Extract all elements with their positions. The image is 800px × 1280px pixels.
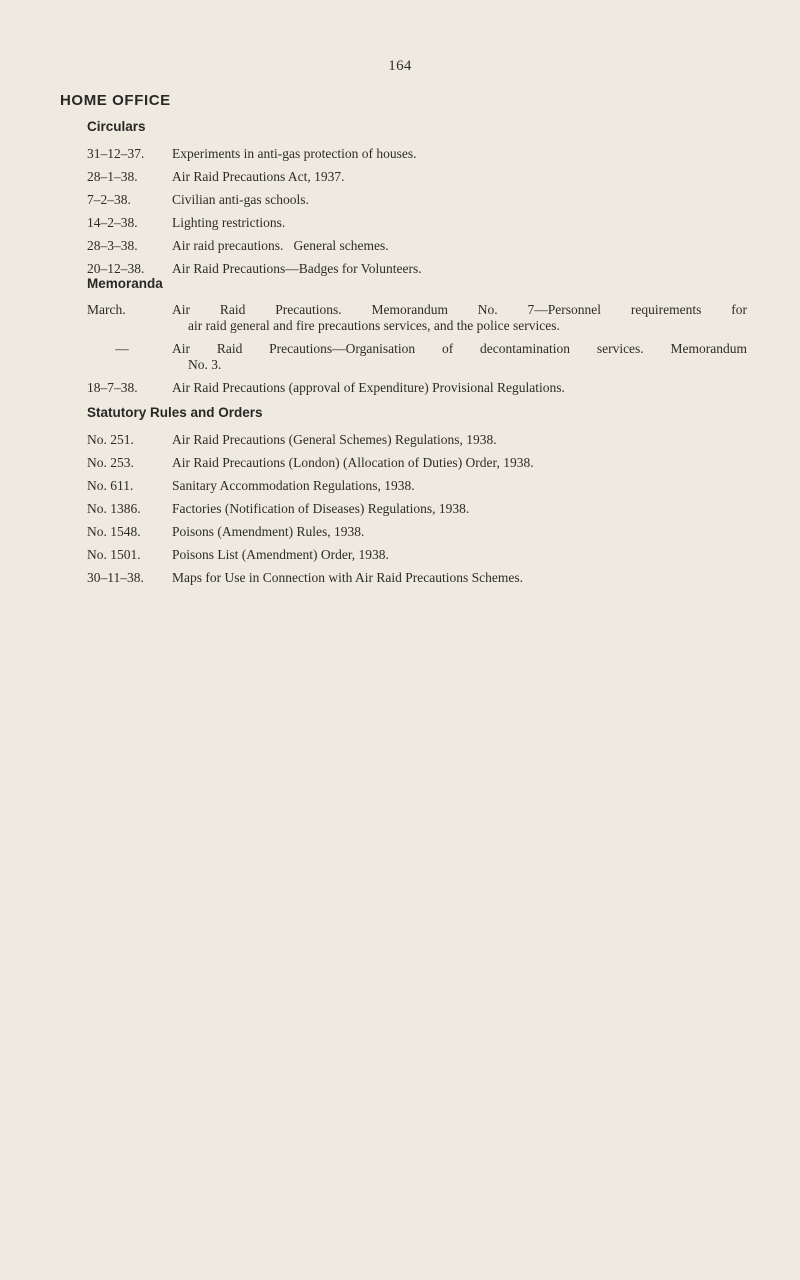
item-date: 7–2–38. bbox=[87, 192, 131, 207]
item-date: 31–12–37. bbox=[87, 146, 145, 161]
item-date: 28–1–38. bbox=[87, 169, 138, 184]
department-heading: HOME OFFICE bbox=[60, 92, 171, 109]
item-text bbox=[172, 341, 747, 373]
item-text bbox=[172, 302, 747, 334]
item-text: Factories (Notification of Diseases) Regulations, 1938. bbox=[172, 501, 470, 516]
item-text: Civilian anti-gas schools. bbox=[172, 192, 309, 207]
item-text: Air Raid Precautions (London) (Allocation of Duties) Order, 1938. bbox=[172, 455, 534, 470]
item-date: March. bbox=[87, 302, 126, 317]
item-date: — bbox=[115, 341, 129, 356]
item-text: Poisons (Amendment) Rules, 1938. bbox=[172, 524, 365, 539]
item-text: Poisons List (Amendment) Order, 1938. bbox=[172, 547, 389, 562]
memoranda-heading: Memoranda bbox=[87, 276, 163, 291]
page-number: 164 bbox=[388, 58, 412, 74]
item-date: No. 611. bbox=[87, 478, 134, 493]
list-item bbox=[87, 432, 747, 448]
list-item bbox=[87, 501, 747, 517]
item-text-continuation: No. 3. bbox=[188, 357, 222, 372]
list-item bbox=[87, 192, 747, 208]
list-item bbox=[87, 302, 747, 334]
item-date: 30–11–38. bbox=[87, 570, 144, 585]
list-item bbox=[87, 380, 747, 396]
item-text: Experiments in anti-gas protection of houses. bbox=[172, 146, 417, 161]
item-text: Maps for Use in Connection with Air Raid Precautions Schemes. bbox=[172, 570, 523, 585]
list-item bbox=[87, 547, 747, 563]
item-date: 28–3–38. bbox=[87, 238, 138, 253]
list-item bbox=[87, 455, 747, 471]
list-item bbox=[87, 261, 747, 277]
item-date: No. 253. bbox=[87, 455, 134, 470]
item-date: 14–2–38. bbox=[87, 215, 138, 230]
circulars-heading: Circulars bbox=[87, 119, 146, 134]
list-item bbox=[87, 570, 747, 586]
item-date: No. 1548. bbox=[87, 524, 141, 539]
item-text: Sanitary Accommodation Regulations, 1938. bbox=[172, 478, 415, 493]
item-date: No. 251. bbox=[87, 432, 134, 447]
list-item bbox=[87, 238, 747, 254]
item-text-continuation: air raid general and fire precautions services, and the police services. bbox=[188, 318, 560, 333]
item-text: Air raid precautions. General schemes. bbox=[172, 238, 389, 253]
item-text: Air Raid Precautions—Badges for Volunteers. bbox=[172, 261, 422, 276]
item-date: 20–12–38. bbox=[87, 261, 145, 276]
memoranda-list bbox=[87, 302, 747, 403]
list-item bbox=[87, 169, 747, 185]
item-text: Air Raid Precautions (approval of Expenditure) Provisional Regulations. bbox=[172, 380, 565, 395]
item-text: Air Raid Precautions (General Schemes) Regulations, 1938. bbox=[172, 432, 497, 447]
item-text: Lighting restrictions. bbox=[172, 215, 286, 230]
item-date: No. 1386. bbox=[87, 501, 141, 516]
item-text: Air Raid Precautions Act, 1937. bbox=[172, 169, 345, 184]
list-item bbox=[87, 215, 747, 231]
circulars-list bbox=[87, 146, 747, 284]
item-text-line: Air Raid Precautions—Organisation of decontamination services. Memorandum bbox=[172, 341, 747, 356]
item-text-line: Air Raid Precautions. Memorandum No. 7—Personnel requirements for bbox=[172, 302, 747, 317]
item-date: No. 1501. bbox=[87, 547, 141, 562]
list-item bbox=[87, 478, 747, 494]
list-item bbox=[87, 524, 747, 540]
statutory-heading: Statutory Rules and Orders bbox=[87, 405, 263, 420]
statutory-list bbox=[87, 432, 747, 593]
list-item bbox=[87, 341, 747, 373]
list-item bbox=[87, 146, 747, 162]
item-date: 18–7–38. bbox=[87, 380, 138, 395]
